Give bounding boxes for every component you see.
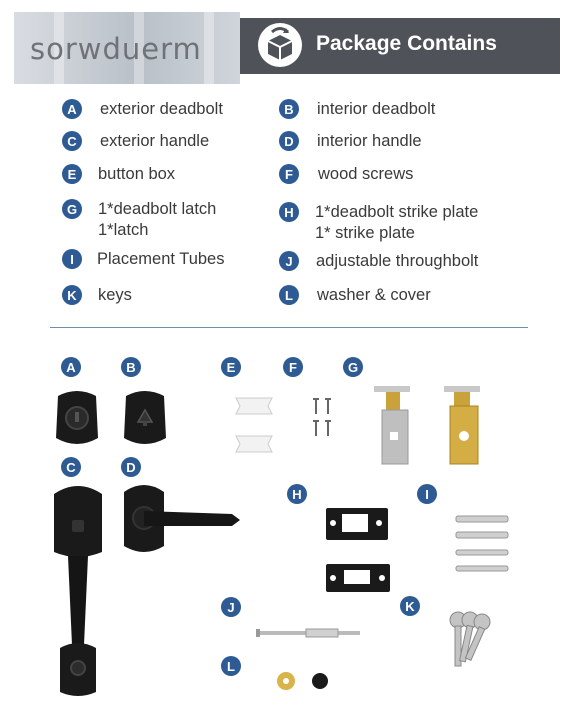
photo-badge-d: D (121, 457, 141, 477)
package-header (240, 18, 560, 74)
item-label: interior handle (317, 132, 422, 150)
item-label: adjustable throughbolt (316, 252, 479, 270)
brand-banner (14, 12, 240, 84)
header-title: Package Contains (316, 32, 497, 55)
item-label: washer & cover (317, 286, 431, 304)
latch-image (370, 380, 500, 470)
photo-badge-j: J (221, 597, 241, 617)
interior-handle-image (120, 480, 245, 560)
letter-badge: B (279, 99, 299, 119)
placement-tubes-image (452, 512, 512, 578)
letter-badge: K (62, 285, 82, 305)
letter-badge: D (279, 131, 299, 151)
photo-badge-b: B (121, 357, 141, 377)
item-label: interior deadbolt (317, 100, 436, 118)
letter-badge: J (279, 251, 299, 271)
photo-badge-i: I (417, 484, 437, 504)
list-item-e (62, 164, 175, 185)
interior-deadbolt-image (120, 388, 170, 452)
list-item-f (279, 164, 413, 185)
exterior-handle-image (50, 480, 106, 700)
photo-badge-a: A (61, 357, 81, 377)
item-label: 1*deadbolt latch 1*latch (98, 200, 217, 239)
item-label: wood screws (318, 165, 414, 183)
button-box-image (232, 392, 278, 462)
letter-badge: E (62, 164, 82, 184)
photo-badge-e: E (221, 357, 241, 377)
letter-badge: G (62, 199, 82, 219)
item-label: exterior deadbolt (100, 100, 223, 118)
divider (50, 327, 528, 328)
item-label: keys (98, 286, 132, 304)
letter-badge: A (62, 99, 82, 119)
strike-plate-image (324, 506, 394, 596)
photo-badge-f: F (283, 357, 303, 377)
photo-badge-k: K (400, 596, 420, 616)
item-label: button box (98, 165, 176, 183)
letter-badge: L (279, 285, 299, 305)
brand-logo: sorwduerm (30, 32, 202, 66)
letter-badge: C (62, 131, 82, 151)
list-item-l (279, 285, 431, 306)
item-label: 1*deadbolt strike plate 1* strike plate (315, 203, 479, 242)
keys-image (436, 608, 502, 672)
exterior-deadbolt-image (52, 388, 102, 452)
list-item-h (279, 202, 478, 244)
photo-badge-g: G (343, 357, 363, 377)
list-item-d (279, 131, 422, 152)
letter-badge: I (62, 249, 82, 269)
item-label: exterior handle (100, 132, 210, 150)
letter-badge: F (279, 164, 299, 184)
list-item-k (62, 285, 132, 306)
wood-screws-image (308, 394, 338, 444)
list-item-a (62, 99, 223, 120)
list-item-i (62, 249, 225, 270)
throughbolt-image (254, 626, 364, 642)
photo-badge-l: L (221, 656, 241, 676)
box-icon (258, 23, 302, 67)
letter-badge: H (279, 202, 299, 222)
list-item-c (62, 131, 209, 152)
item-label: Placement Tubes (97, 250, 225, 268)
list-item-j (279, 251, 478, 272)
list-item-g (62, 199, 216, 241)
photo-badge-h: H (287, 484, 307, 504)
photo-badge-c: C (61, 457, 81, 477)
washer-cover-image (276, 668, 332, 694)
list-item-b (279, 99, 435, 120)
